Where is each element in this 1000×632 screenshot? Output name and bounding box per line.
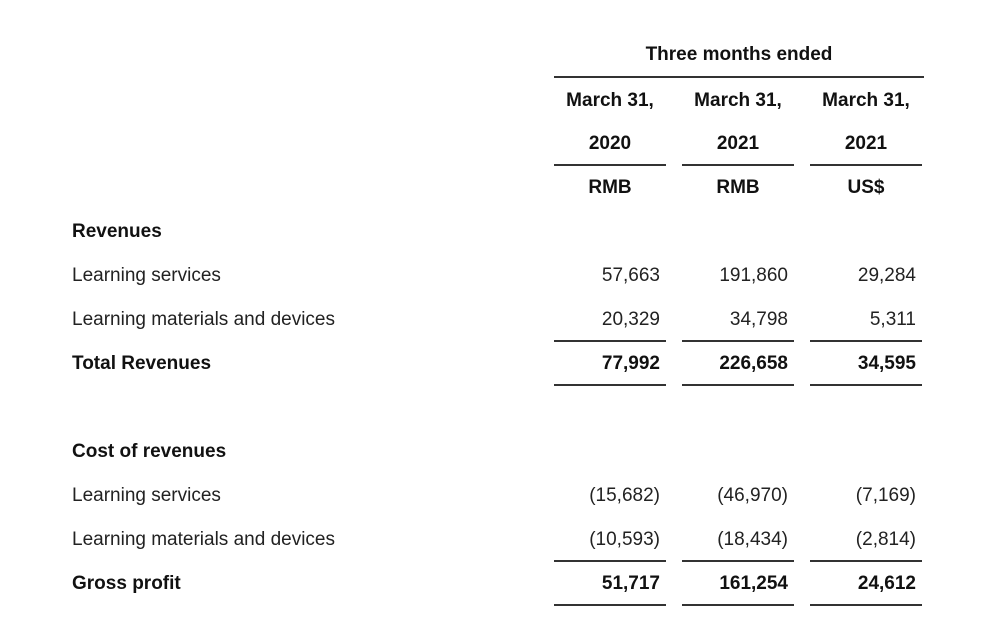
total-label: Total Revenues bbox=[72, 353, 212, 374]
col-1-month: March 31, bbox=[566, 90, 654, 111]
col-1-currency: RMB bbox=[588, 177, 632, 198]
row-value: (46,970) bbox=[717, 485, 788, 506]
total-value: 24,612 bbox=[857, 573, 916, 594]
col-2-currency: RMB bbox=[716, 177, 760, 198]
row-label: Learning materials and devices bbox=[72, 529, 335, 550]
col-2-month: March 31, bbox=[694, 90, 782, 111]
total-rule bbox=[554, 604, 666, 606]
row-value: (2,814) bbox=[855, 529, 916, 550]
total-rule bbox=[554, 384, 666, 386]
row-label: Learning services bbox=[72, 485, 221, 506]
subtotal-rule bbox=[554, 560, 666, 562]
total-value: 51,717 bbox=[601, 573, 660, 594]
row-value: 29,284 bbox=[857, 265, 916, 286]
col-3-currency: US$ bbox=[847, 177, 885, 198]
section-heading-revenues: Revenues bbox=[72, 221, 162, 242]
section-heading-cost-of-revenues: Cost of revenues bbox=[72, 441, 227, 462]
subtotal-rule bbox=[554, 340, 666, 342]
col-3-year: 2021 bbox=[844, 133, 888, 154]
total-value: 77,992 bbox=[601, 353, 660, 374]
col-3-month: March 31, bbox=[822, 90, 910, 111]
subtotal-rule bbox=[682, 560, 794, 562]
total-rule bbox=[682, 384, 794, 386]
subtotal-rule bbox=[810, 560, 922, 562]
total-rule bbox=[810, 604, 922, 606]
col-1-year-rule bbox=[554, 164, 666, 166]
row-value: (10,593) bbox=[589, 529, 660, 550]
col-2-year-rule bbox=[682, 164, 794, 166]
total-value: 34,595 bbox=[857, 353, 916, 374]
row-value: 191,860 bbox=[719, 265, 788, 286]
col-2-year: 2021 bbox=[716, 133, 760, 154]
header-rule bbox=[554, 76, 924, 78]
subtotal-rule bbox=[810, 340, 922, 342]
total-label: Gross profit bbox=[72, 573, 181, 594]
subtotal-rule bbox=[682, 340, 794, 342]
row-value: (18,434) bbox=[717, 529, 788, 550]
col-1-year: 2020 bbox=[588, 133, 632, 154]
period-header: Three months ended bbox=[645, 44, 833, 65]
row-value: 5,311 bbox=[869, 309, 916, 330]
row-label: Learning services bbox=[72, 265, 221, 286]
total-rule bbox=[682, 604, 794, 606]
row-value: 34,798 bbox=[729, 309, 788, 330]
row-value: (15,682) bbox=[589, 485, 660, 506]
row-value: 57,663 bbox=[601, 265, 660, 286]
total-value: 161,254 bbox=[719, 573, 788, 594]
row-label: Learning materials and devices bbox=[72, 309, 335, 330]
row-value: 20,329 bbox=[601, 309, 660, 330]
col-3-year-rule bbox=[810, 164, 922, 166]
total-value: 226,658 bbox=[719, 353, 788, 374]
row-value: (7,169) bbox=[855, 485, 916, 506]
total-rule bbox=[810, 384, 922, 386]
